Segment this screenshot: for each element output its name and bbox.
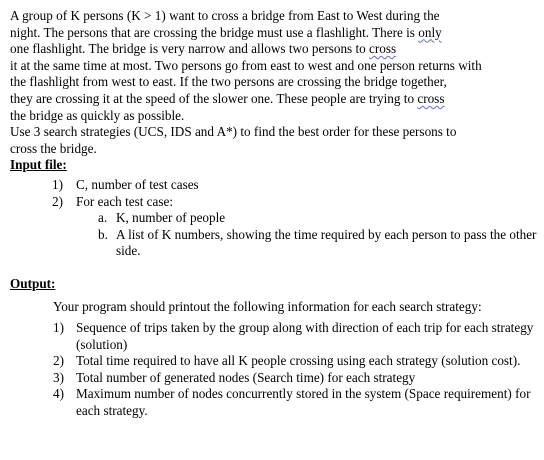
sublist-item bbox=[76, 210, 540, 227]
problem-line: it at the same time at most. Two persons go from east to west and one person returns with bbox=[10, 57, 482, 73]
list-item bbox=[10, 370, 540, 387]
problem-line: Use 3 search strategies (UCS, IDS and A*) to find the best order for these persons to bbox=[10, 124, 457, 140]
problem-line: the flashlight from west to east. If the two persons are crossing the bridge together, bbox=[10, 74, 447, 90]
list-item bbox=[10, 353, 540, 370]
document-body bbox=[10, 8, 540, 420]
list-item bbox=[10, 194, 540, 260]
spellcheck-flagged-word[interactable]: cross bbox=[417, 90, 445, 106]
problem-line: A group of K persons (K > 1) want to cross a bridge from East to West during the bbox=[10, 8, 440, 23]
list-number: 1) bbox=[52, 176, 63, 192]
problem-line bbox=[10, 91, 540, 108]
list-number: 1) bbox=[53, 320, 64, 336]
list-number: 4) bbox=[53, 386, 64, 402]
list-item-text: Total number of generated nodes (Search time) for each strategy bbox=[76, 369, 416, 385]
input-sublist bbox=[76, 210, 540, 260]
problem-line-text: one flashlight. The bridge is very narrow and allows two persons to bbox=[10, 41, 370, 57]
problem-statement bbox=[10, 8, 540, 157]
input-file-heading: Input file: bbox=[10, 157, 67, 173]
spellcheck-flagged-word[interactable]: only bbox=[418, 24, 442, 40]
problem-line: the bridge as quickly as possible. bbox=[10, 107, 185, 123]
problem-line bbox=[10, 41, 540, 58]
problem-line-text: they are crossing it at the speed of the slower one. These people are trying to bbox=[10, 90, 418, 106]
sublist-letter: a. bbox=[98, 210, 108, 226]
problem-line bbox=[10, 25, 540, 42]
sublist-item-text: A list of K numbers, showing the time required by each person to pass the other side. bbox=[116, 226, 537, 259]
sublist-item bbox=[76, 227, 540, 260]
list-number: 2) bbox=[52, 193, 63, 209]
list-item bbox=[10, 320, 540, 353]
sublist-letter: b. bbox=[98, 226, 108, 242]
list-number: 2) bbox=[53, 353, 64, 369]
sublist-item-text: K, number of people bbox=[116, 210, 226, 226]
input-list bbox=[10, 177, 540, 260]
list-item bbox=[10, 177, 540, 194]
problem-line: cross the bridge. bbox=[10, 140, 97, 156]
list-item-text: Total time required to have all K people crossing using each strategy (solution cost). bbox=[76, 353, 521, 369]
problem-line-text: night. The persons that are crossing the bridge must use a flashlight. There is bbox=[10, 24, 419, 40]
list-item bbox=[10, 386, 540, 419]
list-item-text: Maximum number of nodes concurrently stored in the system (Space requirement) for each strategy. bbox=[76, 386, 531, 419]
list-item-text: For each test case: bbox=[76, 193, 174, 209]
spellcheck-flagged-word[interactable]: cross bbox=[369, 41, 397, 57]
list-number: 3) bbox=[53, 369, 64, 385]
output-list bbox=[10, 320, 540, 420]
list-item-text: Sequence of trips taken by the group along with direction of each trip for each strategy (solution) bbox=[76, 320, 534, 352]
output-heading: Output: bbox=[10, 275, 56, 291]
output-intro: Your program should printout the following information for each search strategy: bbox=[53, 298, 482, 314]
list-item-text: C, number of test cases bbox=[76, 176, 199, 192]
